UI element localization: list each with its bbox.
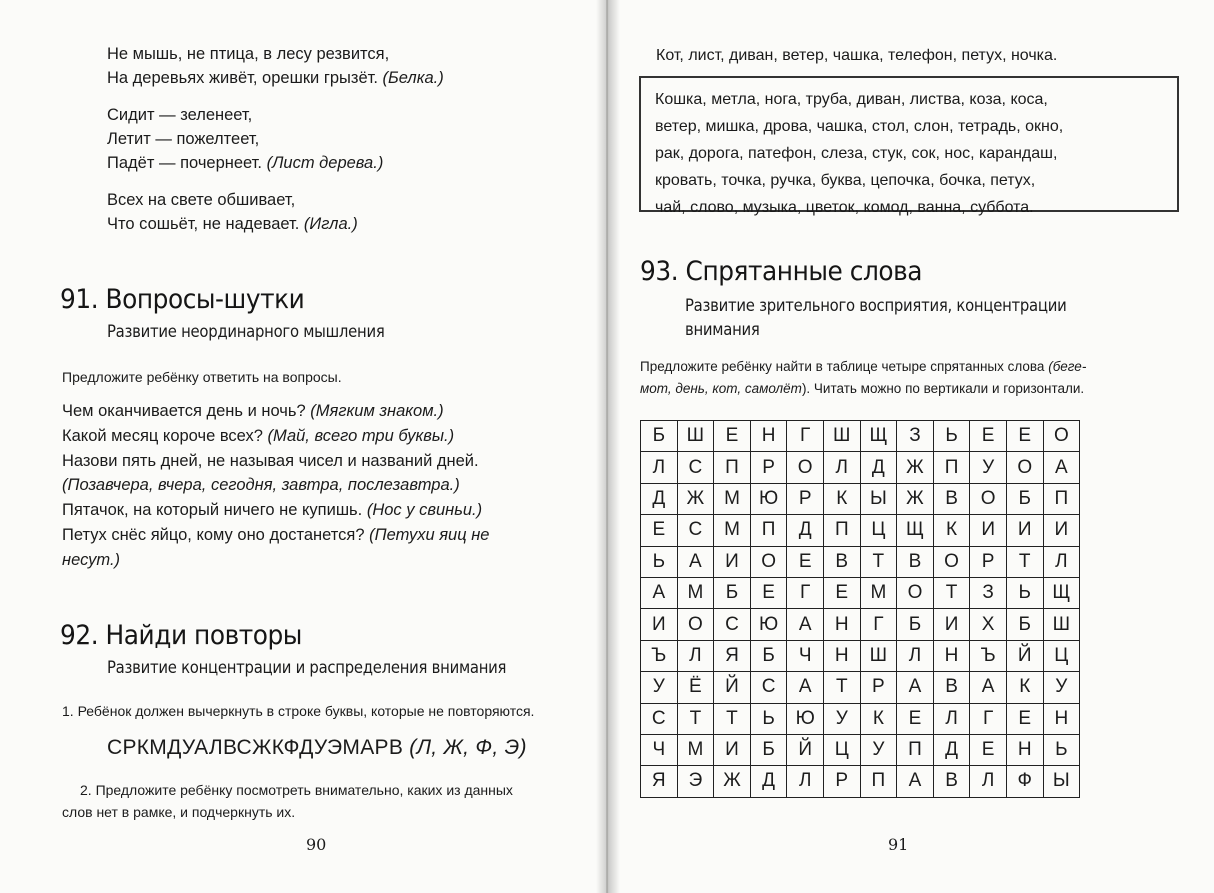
grid-cell[interactable]: Н [1043, 703, 1080, 734]
grid-cell[interactable]: С [750, 672, 787, 703]
section-92-task-2-line-1: 2. Предложите ребёнку посмотреть внимательно, каких из данных [80, 782, 513, 798]
riddle-1-line-2: На деревьях живёт, орешки грызёт. (Белка.) [107, 69, 444, 87]
grid-cell[interactable]: А [897, 672, 934, 703]
grid-cell[interactable]: Е [823, 577, 860, 608]
grid-row [641, 766, 1080, 797]
grid-cell[interactable]: У [860, 734, 897, 765]
grid-cell[interactable]: Г [787, 577, 824, 608]
grid-cell[interactable]: Щ [1043, 577, 1080, 608]
grid-cell[interactable]: Х [970, 609, 1007, 640]
grid-cell[interactable]: Л [823, 452, 860, 483]
grid-cell[interactable]: Р [787, 483, 824, 514]
grid-cell[interactable]: П [933, 452, 970, 483]
grid-cell[interactable]: Т [860, 546, 897, 577]
grid-cell[interactable]: А [677, 546, 714, 577]
grid-cell[interactable]: Р [860, 672, 897, 703]
grid-cell[interactable]: Й [714, 672, 751, 703]
word-box-line: кровать, точка, ручка, буква, цепочка, бочка, петух, [655, 172, 1036, 189]
grid-cell[interactable]: Б [714, 577, 751, 608]
grid-cell[interactable]: К [860, 703, 897, 734]
grid-cell[interactable]: П [1043, 483, 1080, 514]
grid-cell[interactable]: В [933, 766, 970, 797]
grid-cell[interactable]: Л [787, 766, 824, 797]
grid-cell[interactable]: Ц [823, 734, 860, 765]
grid-cell[interactable]: Е [1006, 703, 1043, 734]
grid-cell[interactable]: П [714, 452, 751, 483]
section-93-subtitle-line-2: внимания [685, 320, 760, 339]
grid-row [641, 703, 1080, 734]
grid-cell[interactable]: О [750, 546, 787, 577]
grid-cell[interactable]: А [787, 672, 824, 703]
words-to-find: Кот, лист, диван, ветер, чашка, телефон, петух, ночка. [656, 47, 1058, 64]
grid-cell[interactable]: Б [641, 421, 678, 452]
section-93-instruction-line-2: мот, день, кот, самолёт). Читать можно по вертикали и горизонтали. [640, 381, 1085, 396]
grid-cell[interactable]: Р [750, 452, 787, 483]
grid-cell[interactable]: К [823, 483, 860, 514]
grid-cell[interactable]: Л [897, 640, 934, 671]
grid-cell[interactable]: Ж [714, 766, 751, 797]
grid-cell[interactable]: Ь [641, 546, 678, 577]
grid-cell[interactable]: Ю [750, 609, 787, 640]
grid-cell[interactable]: Ж [677, 483, 714, 514]
grid-cell[interactable]: Е [970, 734, 1007, 765]
grid-row [641, 452, 1080, 483]
section-91-instruction: Предложите ребёнку ответить на вопросы. [62, 369, 342, 385]
grid-cell[interactable]: Е [750, 577, 787, 608]
section-92-task-2-line-2: слов нет в рамке, и подчеркнуть их. [62, 804, 296, 820]
grid-cell[interactable]: С [714, 609, 751, 640]
grid-cell[interactable]: М [677, 577, 714, 608]
grid-cell[interactable]: И [714, 546, 751, 577]
grid-cell[interactable]: И [970, 515, 1007, 546]
grid-cell[interactable]: О [1006, 452, 1043, 483]
grid-cell[interactable]: Е [1006, 421, 1043, 452]
grid-cell[interactable]: Ё [677, 672, 714, 703]
grid-cell[interactable]: Я [641, 766, 678, 797]
grid-cell[interactable]: Ж [897, 483, 934, 514]
grid-cell[interactable]: В [933, 483, 970, 514]
grid-cell[interactable]: О [1043, 421, 1080, 452]
grid-cell[interactable]: Н [933, 640, 970, 671]
grid-cell[interactable]: С [641, 703, 678, 734]
grid-cell[interactable]: М [714, 483, 751, 514]
grid-cell[interactable]: А [970, 672, 1007, 703]
grid-row [641, 577, 1080, 608]
grid-cell[interactable]: А [897, 766, 934, 797]
grid-cell[interactable]: И [714, 734, 751, 765]
grid-row [641, 734, 1080, 765]
grid-cell[interactable]: Т [1006, 546, 1043, 577]
grid-cell[interactable]: О [970, 483, 1007, 514]
grid-cell[interactable]: Ж [897, 452, 934, 483]
grid-cell[interactable]: Д [641, 483, 678, 514]
grid-cell[interactable]: Д [750, 766, 787, 797]
grid-cell[interactable]: А [1043, 452, 1080, 483]
grid-cell[interactable]: Т [714, 703, 751, 734]
grid-cell[interactable]: У [1043, 672, 1080, 703]
grid-cell[interactable]: П [823, 515, 860, 546]
grid-cell[interactable]: Ы [860, 483, 897, 514]
grid-cell[interactable]: Н [750, 421, 787, 452]
grid-cell[interactable]: И [1043, 515, 1080, 546]
riddle-3-line-2: Что сошьёт, не надевает. (Игла.) [107, 215, 358, 233]
word-box-line: Кошка, метла, нога, труба, диван, листва, коза, коса, [655, 91, 1048, 108]
grid-cell[interactable]: В [897, 546, 934, 577]
question-2: Какой месяц короче всех? (Май, всего три буквы.) [62, 427, 455, 445]
grid-cell[interactable]: Ш [860, 640, 897, 671]
grid-cell[interactable]: Н [1006, 734, 1043, 765]
word-search-grid [640, 420, 1080, 798]
grid-cell[interactable]: М [677, 734, 714, 765]
grid-cell[interactable]: И [933, 609, 970, 640]
grid-cell[interactable]: Н [823, 609, 860, 640]
grid-cell[interactable]: Г [970, 703, 1007, 734]
word-box-line: ветер, мишка, дрова, чашка, стол, слон, тетрадь, окно, [655, 118, 1064, 135]
section-93-instruction-line-1: Предложите ребёнку найти в таблице четыре спрятанных слова (беге- [640, 359, 1087, 374]
answer-5-cont: несут.) [62, 551, 121, 569]
grid-row [641, 672, 1080, 703]
riddle-2-answer: (Лист дерева.) [266, 154, 384, 172]
section-91-title: 91. Вопросы-шутки [60, 284, 305, 315]
grid-cell[interactable]: А [641, 577, 678, 608]
grid-row [641, 609, 1080, 640]
grid-cell[interactable]: Н [823, 640, 860, 671]
section-93-title: 93. Спрятанные слова [640, 256, 923, 287]
grid-cell[interactable]: Я [714, 640, 751, 671]
grid-cell[interactable]: З [897, 421, 934, 452]
riddle-3-line-1: Всех на свете обшивает, [107, 191, 296, 209]
grid-cell[interactable]: Щ [897, 515, 934, 546]
grid-cell[interactable]: Т [933, 577, 970, 608]
grid-cell[interactable]: У [970, 452, 1007, 483]
right-page [608, 0, 1214, 893]
grid-row [641, 546, 1080, 577]
grid-cell[interactable]: И [1006, 515, 1043, 546]
grid-cell[interactable]: Б [1006, 483, 1043, 514]
grid-cell[interactable]: Р [970, 546, 1007, 577]
page-number-left: 90 [306, 835, 327, 854]
grid-cell[interactable]: Р [823, 766, 860, 797]
grid-cell[interactable]: Г [860, 609, 897, 640]
grid-cell[interactable]: Щ [860, 421, 897, 452]
riddle-2-line-1: Сидит — зеленеет, [107, 106, 253, 124]
grid-cell[interactable]: Л [677, 640, 714, 671]
question-4: Пятачок, на который ничего не купишь. (Нос у свиньи.) [62, 501, 483, 519]
grid-cell[interactable]: Б [897, 609, 934, 640]
grid-cell[interactable]: Э [677, 766, 714, 797]
grid-cell[interactable]: Е [787, 546, 824, 577]
grid-cell[interactable]: Б [1006, 609, 1043, 640]
word-box-line: рак, дорога, патефон, слеза, стук, сок, нос, карандаш, [655, 145, 1058, 162]
grid-cell[interactable]: Ч [787, 640, 824, 671]
section-92-task-1: 1. Ребёнок должен вычеркнуть в строке буквы, которые не повторяются. [62, 703, 535, 719]
grid-cell[interactable]: П [750, 515, 787, 546]
grid-cell[interactable]: П [897, 734, 934, 765]
grid-cell[interactable]: Ы [1043, 766, 1080, 797]
grid-cell[interactable]: Л [933, 703, 970, 734]
letter-string-answer: (Л, Ж, Ф, Э) [409, 736, 527, 759]
grid-cell[interactable]: Ю [787, 703, 824, 734]
grid-cell[interactable]: Ф [1006, 766, 1043, 797]
grid-cell[interactable]: Ь [1006, 577, 1043, 608]
grid-cell[interactable]: С [677, 452, 714, 483]
riddle-2-line-3: Падёт — почернеет. (Лист дерева.) [107, 154, 384, 172]
page-number-right: 91 [888, 835, 909, 854]
grid-cell[interactable]: Ъ [641, 640, 678, 671]
grid-cell[interactable]: П [860, 766, 897, 797]
grid-cell[interactable]: Л [641, 452, 678, 483]
question-3: Назови пять дней, не называя чисел и названий дней. [62, 452, 479, 470]
word-box-line: чай, слово, музыка, цветок, комод, ванна, суббота. [655, 199, 1034, 216]
riddle-3-answer: (Игла.) [303, 215, 358, 233]
section-93-subtitle-line-1: Развитие зрительного восприятия, концентрации [685, 296, 1067, 315]
grid-cell[interactable]: З [970, 577, 1007, 608]
grid-cell[interactable]: Е [897, 703, 934, 734]
grid-cell[interactable]: Е [641, 515, 678, 546]
grid-cell[interactable]: Ц [1043, 640, 1080, 671]
left-page [0, 0, 606, 893]
riddle-1-line-1: Не мышь, не птица, в лесу резвится, [107, 45, 390, 63]
grid-row [641, 515, 1080, 546]
grid-cell[interactable]: М [860, 577, 897, 608]
grid-cell[interactable]: Е [970, 421, 1007, 452]
grid-cell[interactable]: Й [787, 734, 824, 765]
grid-cell[interactable]: Е [714, 421, 751, 452]
grid-cell[interactable]: И [641, 609, 678, 640]
grid-cell[interactable]: Ь [1043, 734, 1080, 765]
grid-row [641, 640, 1080, 671]
grid-row [641, 421, 1080, 452]
grid-cell[interactable]: А [787, 609, 824, 640]
grid-cell[interactable]: Ъ [970, 640, 1007, 671]
answer-3: (Позавчера, вчера, сегодня, завтра, послезавтра.) [62, 476, 460, 494]
grid-cell[interactable]: Б [750, 640, 787, 671]
riddle-2-line-2: Летит — пожелтеет, [107, 130, 260, 148]
grid-cell[interactable]: Б [750, 734, 787, 765]
grid-cell[interactable]: Ч [641, 734, 678, 765]
grid-cell[interactable]: Д [860, 452, 897, 483]
grid-row [641, 483, 1080, 514]
grid-cell[interactable]: В [933, 672, 970, 703]
grid-cell[interactable]: Ш [677, 421, 714, 452]
section-92-title: 92. Найди повторы [60, 620, 302, 651]
riddle-1-answer: (Белка.) [382, 69, 444, 87]
grid-cell[interactable]: Т [677, 703, 714, 734]
grid-cell[interactable]: Ц [860, 515, 897, 546]
grid-cell[interactable]: Л [970, 766, 1007, 797]
section-91-subtitle: Развитие неординарного мышления [107, 322, 385, 341]
grid-cell[interactable]: Ю [750, 483, 787, 514]
grid-cell[interactable]: Д [933, 734, 970, 765]
grid-cell[interactable]: М [714, 515, 751, 546]
grid-cell[interactable]: Г [787, 421, 824, 452]
grid-cell[interactable]: Ш [1043, 609, 1080, 640]
grid-cell[interactable]: О [933, 546, 970, 577]
section-92-subtitle: Развитие концентрации и распределения внимания [107, 658, 507, 677]
grid-cell[interactable]: Ь [750, 703, 787, 734]
grid-cell[interactable]: О [677, 609, 714, 640]
grid-cell[interactable]: У [641, 672, 678, 703]
grid-cell[interactable]: О [897, 577, 934, 608]
question-1: Чем оканчивается день и ночь? (Мягким знаком.) [62, 402, 444, 420]
grid-cell[interactable]: К [1006, 672, 1043, 703]
grid-cell[interactable]: О [787, 452, 824, 483]
grid-cell[interactable]: Ш [823, 421, 860, 452]
question-5: Петух снёс яйцо, кому оно достанется? (Петухи яиц не [62, 526, 490, 544]
grid-cell[interactable]: Й [1006, 640, 1043, 671]
letter-string: СРКМДУАЛВСЖКФДУЭМАРВ (Л, Ж, Ф, Э) [107, 736, 527, 759]
grid-cell[interactable]: Ь [933, 421, 970, 452]
grid-cell[interactable]: Л [1043, 546, 1080, 577]
word-box [639, 76, 1179, 216]
grid-cell[interactable]: Д [787, 515, 824, 546]
grid-cell[interactable]: В [823, 546, 860, 577]
grid-cell[interactable]: К [933, 515, 970, 546]
grid-cell[interactable]: С [677, 515, 714, 546]
grid-cell[interactable]: Т [823, 672, 860, 703]
grid-cell[interactable]: У [823, 703, 860, 734]
